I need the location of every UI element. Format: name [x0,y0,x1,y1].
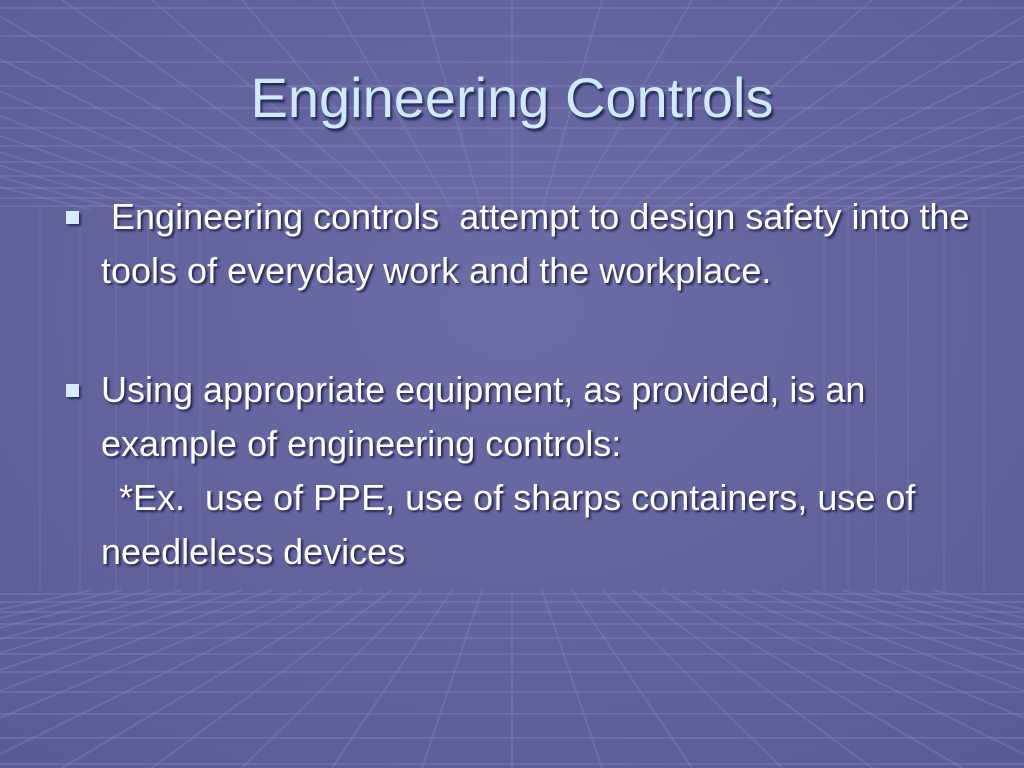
slide-title: Engineering Controls [250,66,774,129]
bullet-text: Using appropriate equipment, as provided, is an example of engineering controls: [101,369,866,464]
bullet-item [60,363,980,579]
bullet-item [60,190,980,298]
bullet-text: Engineering controls attempt to design safety into the tools of everyday work and the workplace. [101,196,980,291]
slide-body [60,190,980,579]
bullet-subtext: *Ex. use of PPE, use of sharps containers, use of needleless devices [101,477,926,572]
square-bullet-icon [66,384,79,397]
square-bullet-icon [66,211,79,224]
